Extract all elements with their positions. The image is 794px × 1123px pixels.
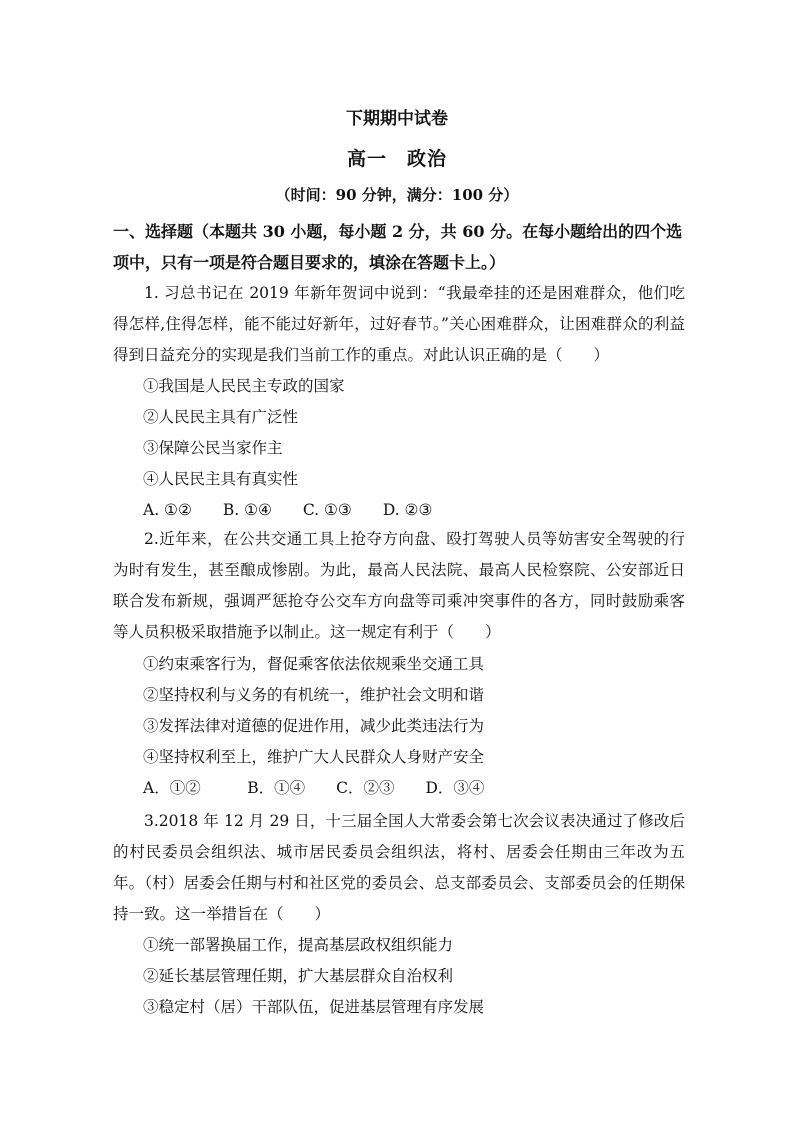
question-3-options	[143, 930, 484, 1023]
question-1-options	[143, 371, 432, 526]
section-heading: 一、选择题（本题共 30 小题，每小题 2 分，共 60 分。在每小题给出的四个选项中，只有一项是符合题目要求的，填涂在答题卡上。）	[113, 222, 683, 272]
question-2-options	[143, 649, 484, 804]
exam-title: 下期期中试卷	[346, 109, 448, 129]
question-1-option-4: ④人民民主具有真实性	[143, 470, 299, 488]
exam-subject: 高一 政治	[346, 148, 447, 170]
question-2-choices: A．①② B．①④ C．②③ D．③④	[143, 779, 485, 797]
question-2-option-4: ④坚持权利至上，维护广大人民群众人身财产安全	[143, 748, 485, 766]
question-1-stem: 1. 习总书记在 2019 年新年贺词中说到：“我最牵挂的还是困难群众，他们吃得怎样,住得怎样，能不能过好新年，过好春节。”关心困难群众，让困难群众的利益得到日益充分的实现是我们当前工作的重点。对此认识正确的是（ ）	[113, 284, 685, 364]
question-1-choices: A. ①② B. ①④ C. ①③ D. ②③	[143, 501, 433, 519]
question-2-option-3: ③发挥法律对道德的促进作用，减少此类违法行为	[143, 717, 485, 735]
question-3-option-1: ①统一部署换届工作，提高基层政权组织能力	[143, 936, 454, 954]
question-2-stem: 2.近年来，在公共交通工具上抢夺方向盘、殴打驾驶人员等妨害安全驾驶的行为时有发生，甚至酿成惨剧。为此，最高人民法院、最高人民检察院、公安部近日联合发布新规，强调严惩抢夺公交车方向盘等司乘冲突事件的各方，同时鼓励乘客等人员积极采取措施予以制止。这一规定有利于（ ）	[113, 530, 685, 641]
question-3-stem: 3.2018 年 12 月 29 日，十三届全国人大常委会第七次会议表决通过了修改后的村民委员会组织法、城市居民委员会组织法，将村、居委会任期由三年改为五年。（村）居委会任期与村和社区党的委员会、总支部委员会、支部委员会的任期保持一致。这一举措旨在（ ）	[113, 812, 685, 923]
exam-info: （时间：90 分钟，满分：100 分）	[275, 186, 519, 204]
question-1-option-3: ③保障公民当家作主	[143, 439, 283, 457]
question-2-option-1: ①约束乘客行为，督促乘客依法依规乘坐交通工具	[143, 655, 485, 673]
question-3-option-3: ③稳定村（居）干部队伍，促进基层管理有序发展	[143, 998, 485, 1016]
question-3-option-2: ②延长基层管理任期，扩大基层群众自治权利	[143, 967, 454, 985]
question-1-option-1: ①我国是人民民主专政的国家	[143, 377, 345, 395]
question-2-option-2: ②坚持权利与义务的有机统一，维护社会文明和谐	[143, 686, 485, 704]
question-1-option-2: ②人民民主具有广泛性	[143, 408, 299, 426]
